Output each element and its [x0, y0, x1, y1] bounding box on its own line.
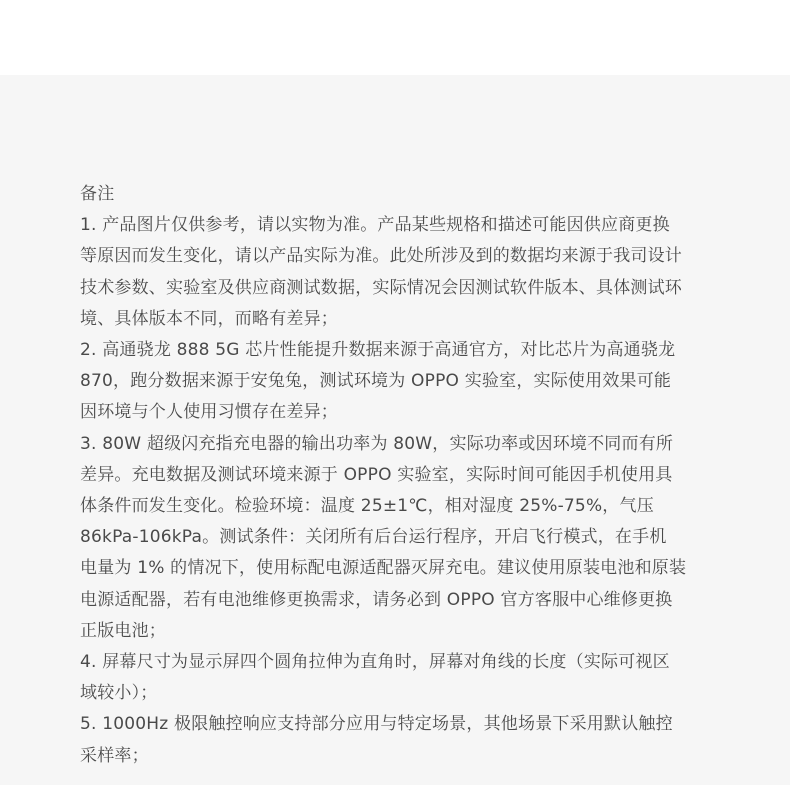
note-line: 采样率；	[80, 745, 149, 766]
note-line: 技术参数、实验室及供应商测试数据，实际情况会因测试软件版本、具体测试环	[80, 277, 682, 298]
note-line: 正版电池；	[80, 620, 166, 641]
note-line: 电源适配器，若有电池维修更换需求，请务必到 OPPO 官方客服中心维修更换	[80, 589, 673, 610]
notes-title: 备注	[80, 184, 115, 204]
note-line: 2. 高通骁龙 888 5G 芯片性能提升数据来源于高通官方，对比芯片为高通骁龙	[80, 340, 676, 361]
notes-panel	[0, 75, 790, 785]
note-line: 3. 80W 超级闪充指充电器的输出功率为 80W，实际功率或因环境不同而有所	[80, 433, 674, 454]
top-bar	[0, 0, 790, 75]
note-line: 1. 产品图片仅供参考，请以实物为准。产品某些规格和描述可能因供应商更换	[80, 215, 670, 236]
note-line: 5. 1000Hz 极限触控响应支持部分应用与特定场景，其他场景下采用默认触控	[80, 714, 673, 735]
note-line: 等原因而发生变化，请以产品实际为准。此处所涉及到的数据均来源于我司设计	[80, 246, 682, 267]
note-line: 域较小）；	[80, 683, 158, 704]
note-line: 境、具体版本不同，而略有差异；	[80, 308, 338, 329]
note-line: 体条件而发生变化。检验环境：温度 25±1℃，相对湿度 25%-75%，气压	[80, 496, 654, 517]
note-line: 86kPa-106kPa。测试条件：关闭所有后台运行程序，开启飞行模式，在手机	[80, 527, 667, 548]
note-line: 差异。充电数据及测试环境来源于 OPPO 实验室，实际时间可能因手机使用具	[80, 464, 673, 485]
note-line: 4. 屏幕尺寸为显示屏四个圆角拉伸为直角时，屏幕对角线的长度（实际可视区	[80, 652, 670, 673]
notes-body	[80, 179, 720, 772]
note-line: 870，跑分数据来源于安兔兔，测试环境为 OPPO 实验室，实际使用效果可能	[80, 371, 672, 392]
note-line: 电量为 1% 的情况下，使用标配电源适配器灭屏充电。建议使用原装电池和原装	[80, 558, 687, 579]
note-line: 因环境与个人使用习惯存在差异；	[80, 402, 338, 423]
